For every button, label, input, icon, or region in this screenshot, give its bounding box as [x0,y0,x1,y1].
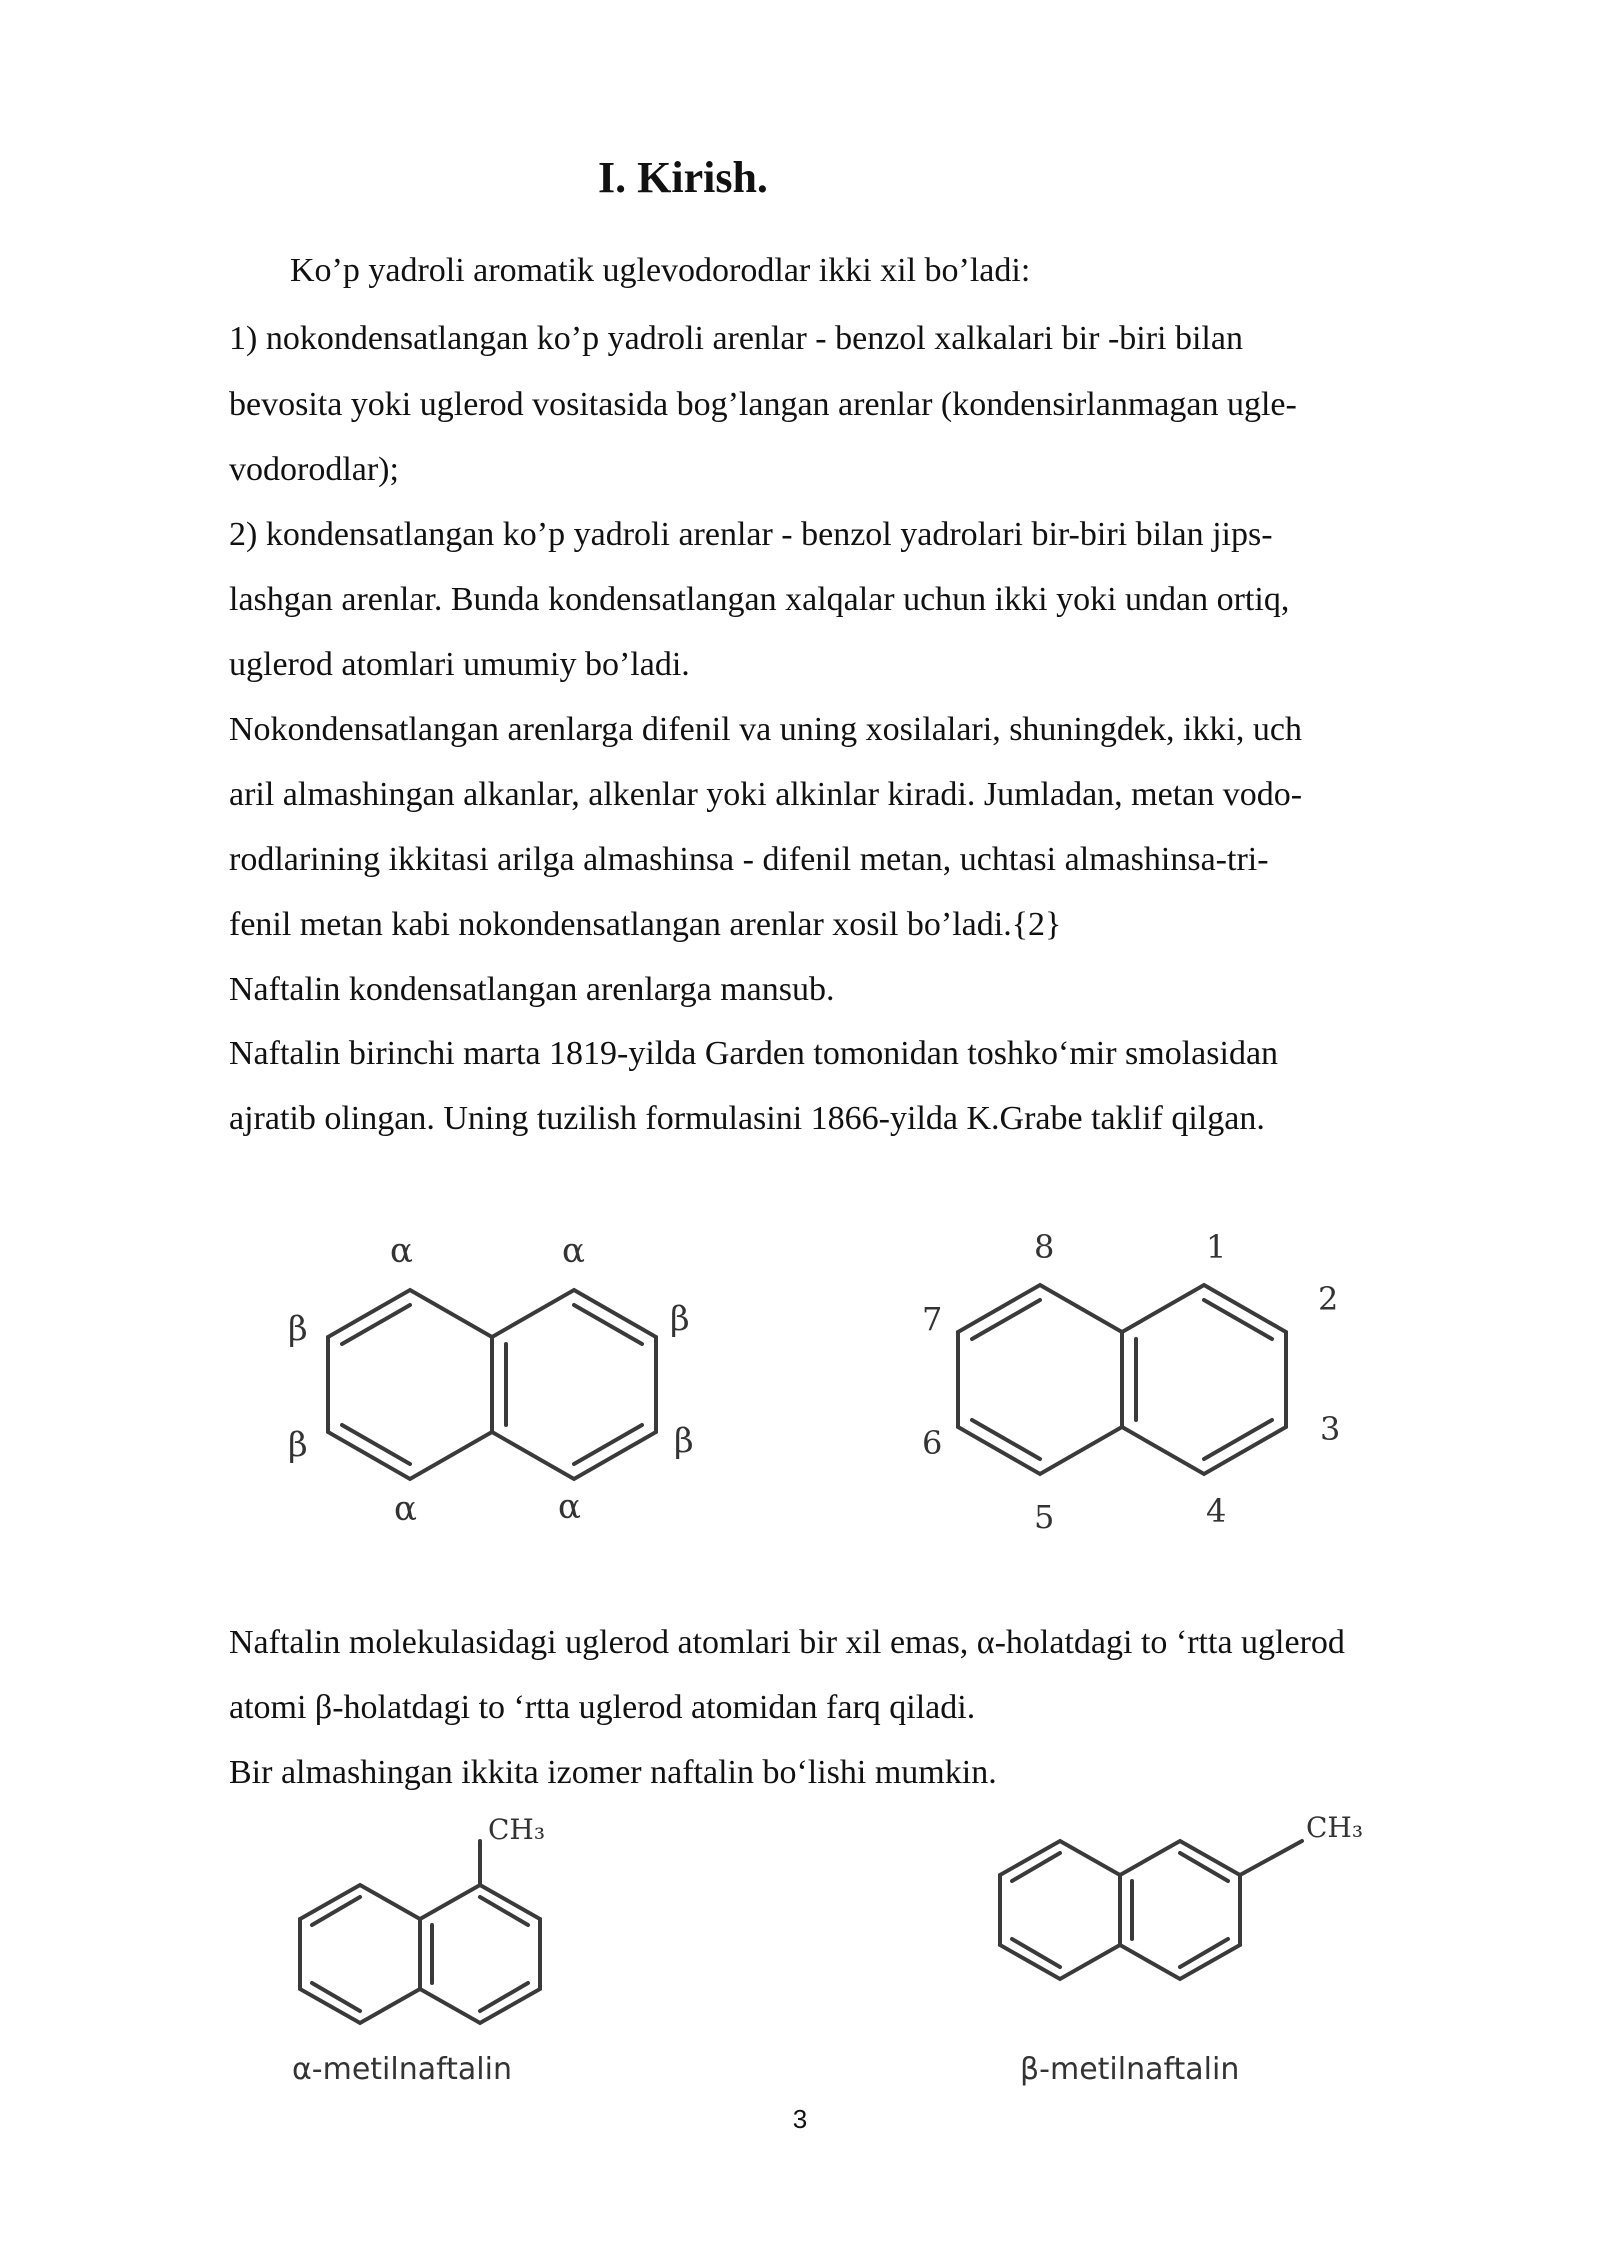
naphthalene-alpha-beta-diagram [270,1220,710,1550]
position-number: 5 [1034,1498,1055,1536]
paragraph-line: uglerod atomlari umumiy bo’ladi. [229,646,690,683]
alpha-methylnaphthalene-diagram [260,1805,620,2095]
paragraph-line: 1) nokondensatlangan ko’p yadroli arenlar - benzol xalkalari bir -biri bilan [229,320,1243,357]
paragraph-line: ajratib olingan. Uning tuzilish formulasini 1866-yilda K.Grabe taklif qilgan. [229,1100,1265,1137]
paragraph-line: vodorodlar); [229,451,399,488]
paragraph-line: Naftalin kondensatlangan arenlarga mansub. [229,971,835,1008]
alpha-label: α [558,1487,581,1527]
paragraph-line: atomi β-holatdagi to ‘rtta uglerod atomidan farq qiladi. [229,1689,976,1726]
alpha-label: α [390,1231,413,1271]
ch3-label: CH₃ [1306,1811,1364,1844]
paragraph-line: 2) kondensatlangan ko’p yadroli arenlar - benzol yadrolari bir-biri bilan jips- [229,516,1273,553]
paragraph-line: Naftalin molekulasidagi uglerod atomlari bir xil emas, α-holatdagi to ‘rtta uglerod [229,1624,1345,1661]
page-title: I. Kirish. [598,153,768,202]
paragraph-line: Nokondensatlangan arenlarga difenil va uning xosilalari, shuningdek, ikki, uch [229,711,1302,748]
beta-methylnaphthalene-caption: β-metilnaftalin [1020,2052,1240,2087]
alpha-methylnaphthalene-caption: α-metilnaftalin [292,2052,512,2087]
beta-label: β [670,1299,690,1339]
beta-label: β [288,1309,308,1349]
paragraph-line: bevosita yoki uglerod vositasida bog’langan arenlar (kondensirlanmagan ugle- [229,386,1297,423]
ch3-label: CH₃ [488,1813,546,1846]
paragraph-line: Ko’p yadroli aromatik uglevodorodlar ikki xil bo’ladi: [290,252,1031,289]
beta-methylnaphthalene-structure [1000,1841,1302,1979]
naphthalene-structure [328,1290,656,1479]
position-number: 1 [1206,1228,1227,1266]
position-number: 3 [1320,1410,1340,1448]
alpha-label: α [394,1489,417,1529]
alpha-methylnaphthalene-structure [300,1841,540,2023]
position-number: 7 [922,1300,943,1338]
page-number: 3 [792,2104,808,2134]
paragraph-line: Bir almashingan ikkita izomer naftalin bo‘lishi mumkin. [229,1754,997,1791]
position-number: 6 [922,1424,943,1462]
paragraph-line: aril almashingan alkanlar, alkenlar yoki alkinlar kiradi. Jumladan, metan vodo- [229,776,1303,813]
beta-label: β [674,1421,694,1461]
beta-methylnaphthalene-diagram [980,1805,1440,2095]
beta-label: β [288,1425,308,1465]
position-number: 4 [1206,1492,1227,1530]
position-number: 2 [1318,1280,1339,1318]
alpha-label: α [562,1231,585,1271]
paragraph-line: fenil metan kabi nokondensatlangan arenlar xosil bo’ladi.{2} [229,906,1062,943]
naphthalene-structure [958,1285,1286,1474]
paragraph-line: lashgan arenlar. Bunda kondensatlangan xalqalar uchun ikki yoki undan ortiq, [229,581,1290,618]
paragraph-line: rodlarining ikkitasi arilga almashinsa - difenil metan, uchtasi almashinsa-tri- [229,841,1269,878]
paragraph-line: Naftalin birinchi marta 1819-yilda Garden tomonidan toshko‘mir smolasidan [229,1035,1279,1072]
naphthalene-numbered-diagram [900,1210,1340,1540]
position-number: 8 [1034,1228,1055,1266]
